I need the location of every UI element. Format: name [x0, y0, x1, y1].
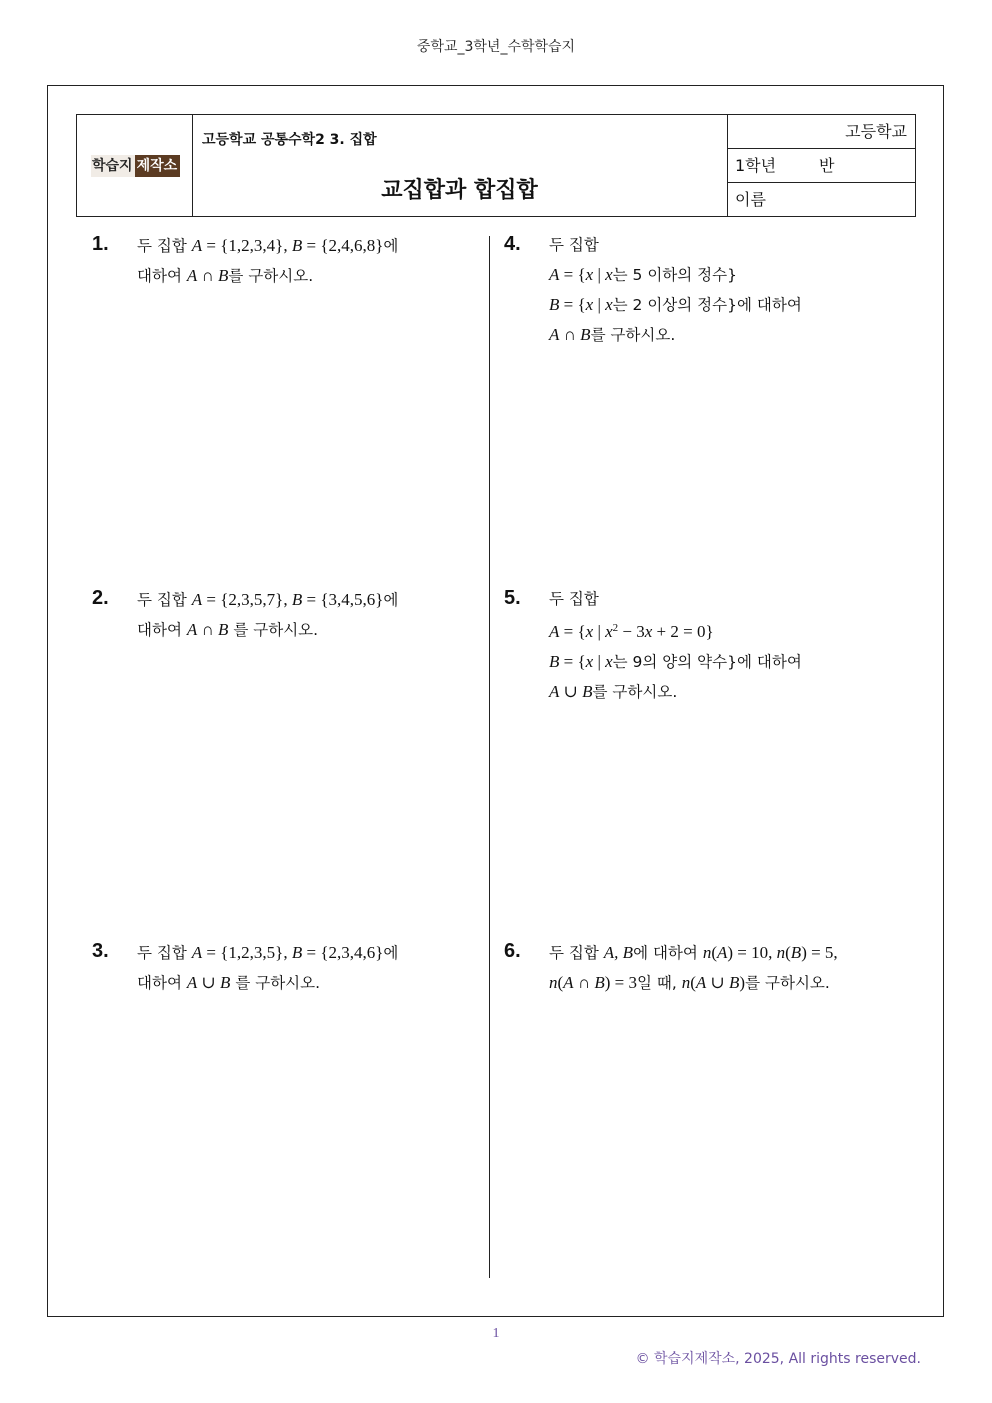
- problem-line: n(A ∩ B) = 3일 때, n(A ∪ B)를 구하시오.: [549, 973, 830, 992]
- problem-line: 두 집합 A, B에 대하여 n(A) = 10, n(B) = 5,: [549, 943, 838, 962]
- problem-line: B = {x | x는 9의 양의 약수}에 대하여: [549, 652, 802, 672]
- problem-number: 3.: [92, 940, 109, 962]
- column-divider: [489, 236, 490, 1278]
- top-caption: 중학교_3학년_수학학습지: [416, 39, 576, 55]
- problem-line: A = {x | x는 5 이하의 정수}: [549, 265, 737, 284]
- title-cell: [192, 115, 728, 216]
- subject-label: 고등학교 공통수학2 3. 집합: [202, 132, 377, 148]
- logo-cell: [77, 115, 193, 216]
- problem-line: A = {x | $x^2 - 3x + 2 = 0$}: [549, 622, 714, 642]
- school-field: 고등학교: [727, 115, 915, 149]
- grade-label: 1학년: [735, 156, 777, 175]
- problem-text: [549, 585, 802, 707]
- problem-line: 대하여 A ∪ B 를 구하시오.: [137, 973, 321, 992]
- problem-line: 두 집합 A = {2,3,5,7}, B = {3,4,5,6}에: [137, 590, 399, 609]
- problem-text: [137, 585, 398, 645]
- problem-number: 5.: [504, 587, 521, 609]
- problem-line: B = {x | x는 2 이상의 정수}에 대하여: [549, 295, 802, 314]
- problem-line: A ∩ B를 구하시오.: [549, 325, 676, 344]
- problem-number: 2.: [92, 587, 109, 609]
- copyright-notice: © 학습지제작소, 2025, All rights reserved.: [635, 1351, 921, 1367]
- worksheet-header: [76, 114, 916, 217]
- logo-text-right: 제작소: [135, 155, 181, 177]
- student-info: [727, 115, 915, 216]
- logo: [91, 155, 180, 177]
- grade-class-field: [727, 149, 915, 183]
- problem-text: [137, 231, 398, 291]
- class-label: 반: [819, 156, 835, 175]
- problem-number: 6.: [504, 940, 521, 962]
- logo-text-left: 학습지: [91, 155, 135, 177]
- problem-line: 두 집합 A = {1,2,3,5}, B = {2,3,4,6}에: [137, 943, 399, 962]
- problem-line: 두 집합: [549, 236, 599, 254]
- problem-number: 4.: [504, 233, 521, 255]
- problem-line: 두 집합 A = {1,2,3,4}, B = {2,4,6,8}에: [137, 236, 399, 255]
- problem-line: 대하여 A ∩ B를 구하시오.: [137, 266, 314, 285]
- problem-text: [549, 231, 802, 350]
- problem-text: [549, 938, 838, 998]
- problem-text: [137, 938, 398, 998]
- problem-number: 1.: [92, 233, 109, 255]
- problem-line: 대하여 A ∩ B 를 구하시오.: [137, 620, 319, 639]
- problem-line: A ∪ B를 구하시오.: [549, 682, 678, 702]
- page-title: 교집합과 합집합: [381, 178, 538, 203]
- name-field: 이름: [735, 190, 766, 209]
- page-number: 1: [492, 1326, 500, 1341]
- problem-line: 두 집합: [549, 590, 599, 608]
